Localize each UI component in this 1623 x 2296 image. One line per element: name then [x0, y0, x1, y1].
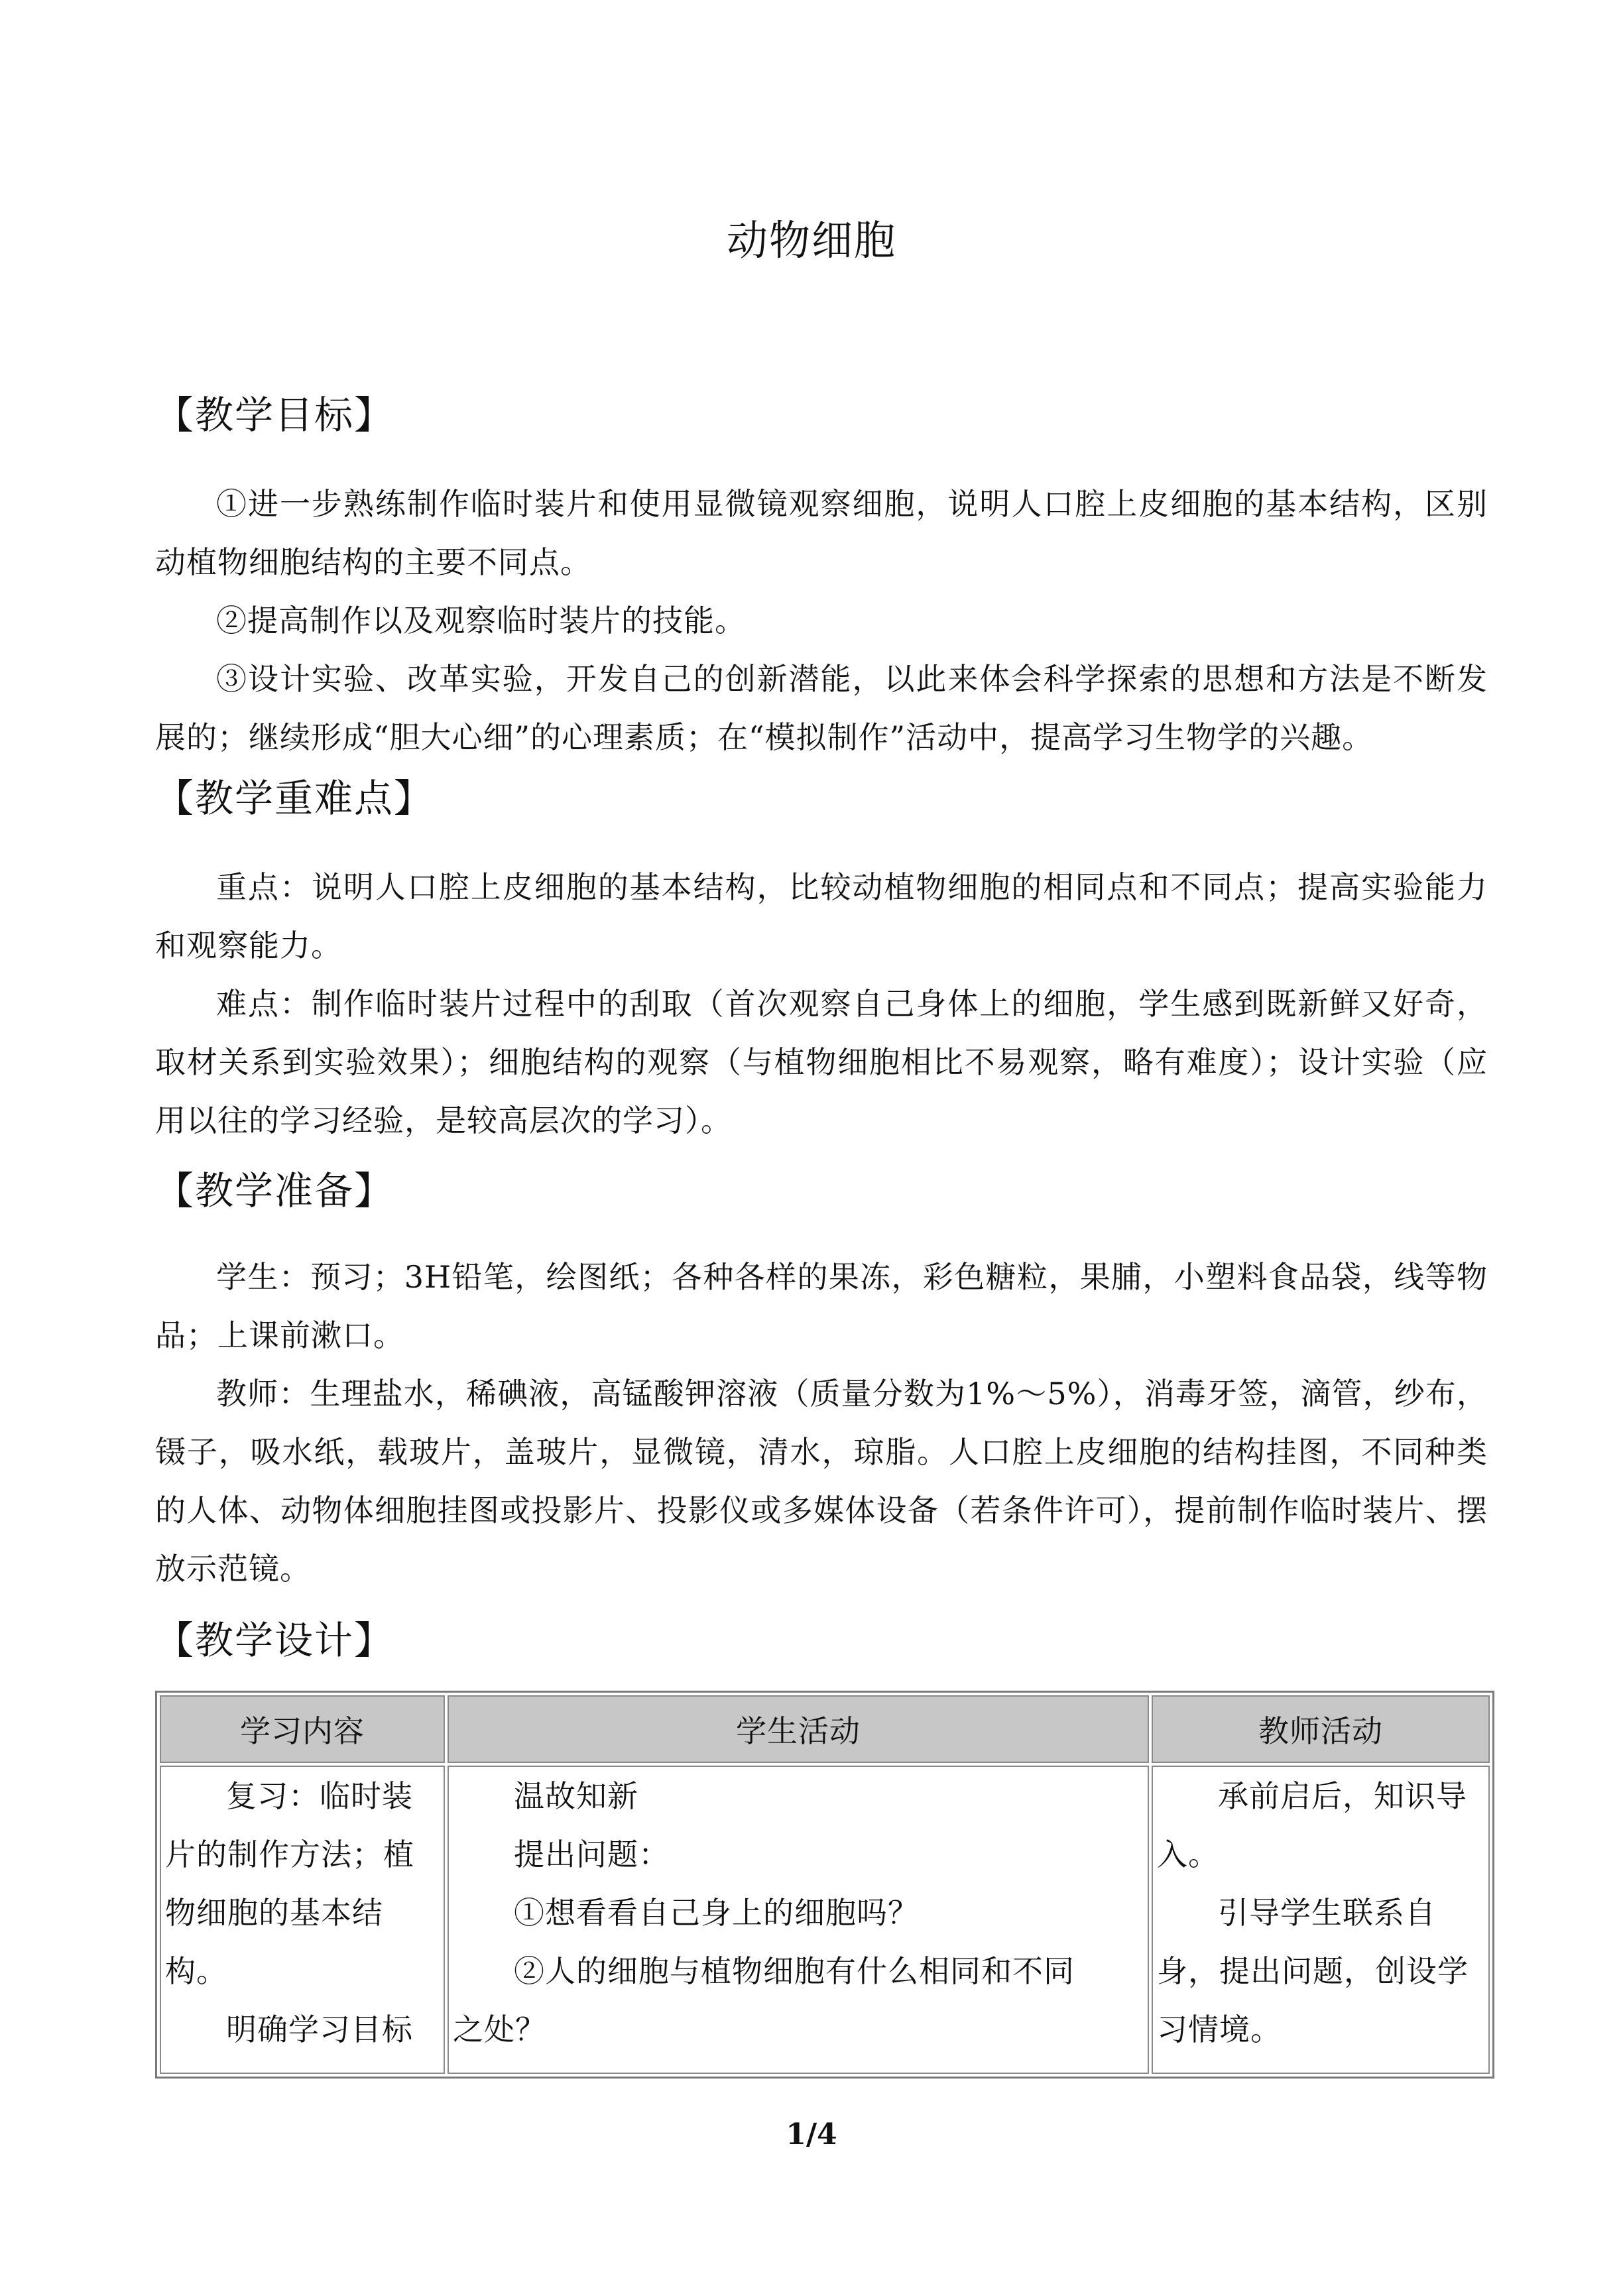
column-header-content: 学习内容: [160, 1695, 445, 1763]
student-line: 提出问题：: [514, 1837, 670, 1872]
teacher-line: 入。: [1157, 1837, 1219, 1872]
teacher-line: 引导学生联系自: [1218, 1895, 1436, 1931]
teaching-design-table: [155, 1691, 1494, 2079]
section-heading-preparation: 【教学准备】: [155, 1168, 394, 1213]
difficulty-paragraph: 难点：制作临时装片过程中的刮取（首次观察自己身体上的细胞，学生感到既新鲜又好奇，取材关系到实验效果）；细胞结构的观察（与植物细胞相比不易观察，略有难度）；设计实验（应用以往的学习经验，是较高层次的学习）。: [155, 986, 1488, 1138]
student-line: 温故知新: [514, 1778, 638, 1814]
student-preparation-paragraph: 学生：预习；3H铅笔，绘图纸；各种各样的果冻，彩色糖粒，果脯，小塑料食品袋，线等物品；上课前漱口。: [155, 1259, 1488, 1353]
objective-paragraph-2: ②提高制作以及观察临时装片的技能。: [216, 603, 746, 638]
teacher-line: 身，提出问题，创设学: [1157, 1953, 1469, 1989]
column-header-teacher: 教师活动: [1152, 1695, 1490, 1763]
objective-paragraph-1: ①进一步熟练制作临时装片和使用显微镜观察细胞，说明人口腔上皮细胞的基本结构，区别动植物细胞结构的主要不同点。: [155, 486, 1488, 580]
section-heading-objectives: 【教学目标】: [155, 393, 394, 438]
content-line: 复习：临时装: [226, 1778, 413, 1814]
teacher-line: 习情境。: [1157, 2012, 1282, 2047]
content-line: 物细胞的基本结: [165, 1895, 383, 1931]
student-activity-cell: [448, 1766, 1149, 2074]
section-heading-design: 【教学设计】: [155, 1618, 394, 1663]
teacher-preparation-paragraph: 教师：生理盐水，稀碘液，高锰酸钾溶液（质量分数为1%～5%），消毒牙签，滴管，纱布，镊子，吸水纸，载玻片，盖玻片，显微镜，清水，琼脂。人口腔上皮细胞的结构挂图，不同种类的人体、动物体细胞挂图或投影片、投影仪或多媒体设备（若条件许可），提前制作临时装片、摆放示范镜。: [155, 1376, 1488, 1587]
table-header-row: [160, 1695, 1490, 1763]
teacher-line: 承前启后，知识导: [1218, 1778, 1467, 1814]
content-line: 构。: [165, 1953, 227, 1989]
content-cell: [160, 1766, 445, 2074]
page-number: 1/4: [786, 2118, 837, 2151]
table-row: [160, 1766, 1490, 2074]
page-title: 动物细胞: [726, 216, 896, 265]
column-header-student: 学生活动: [448, 1695, 1149, 1763]
key-point-paragraph: 重点：说明人口腔上皮细胞的基本结构，比较动植物细胞的相同点和不同点；提高实验能力和观察能力。: [155, 869, 1488, 963]
student-line: 之处？: [453, 2012, 546, 2047]
content-line: 明确学习目标: [226, 2012, 413, 2047]
content-line: 片的制作方法；植: [165, 1837, 414, 1872]
section-heading-key-points: 【教学重难点】: [155, 776, 434, 821]
objective-paragraph-3: ③设计实验、改革实验，开发自己的创新潜能，以此来体会科学探索的思想和方法是不断发展的；继续形成“胆大心细”的心理素质；在“模拟制作”活动中，提高学习生物学的兴趣。: [155, 661, 1488, 755]
teacher-activity-cell: [1152, 1766, 1490, 2074]
student-line: ①想看看自己身上的细胞吗？: [514, 1895, 919, 1931]
student-line: ②人的细胞与植物细胞有什么相同和不同: [514, 1953, 1075, 1989]
